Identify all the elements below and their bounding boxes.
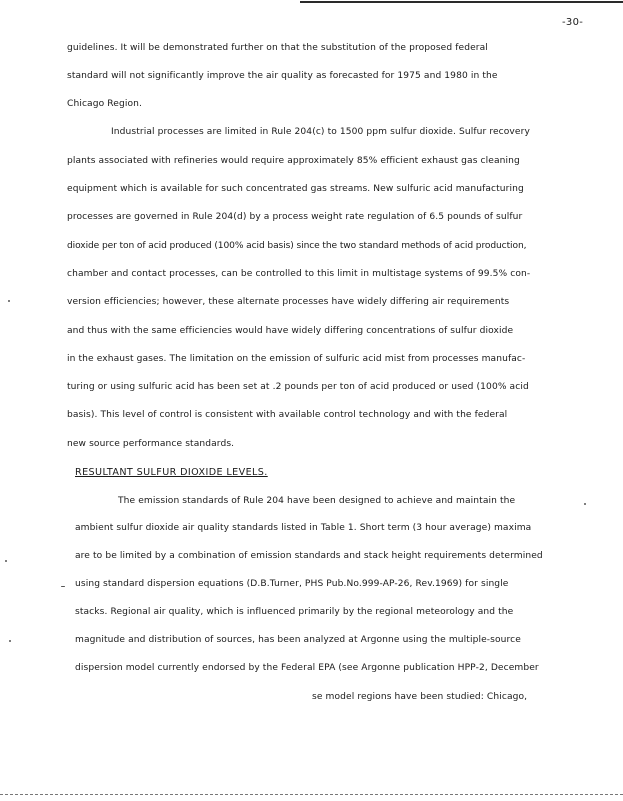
scan-speck xyxy=(61,586,65,587)
text-line: magnitude and distribution of sources, has been analyzed at Argonne using the multiple-source xyxy=(75,635,521,645)
text-line: ambient sulfur dioxide air quality standards listed in Table 1. Short term (3 hour average) maxima xyxy=(75,523,532,533)
text-line: The emission standards of Rule 204 have been designed to achieve and maintain the xyxy=(118,496,516,506)
text-line: turing or using sulfuric acid has been set at .2 pounds per ton of acid produced or used (100% acid xyxy=(67,382,529,392)
text-line: guidelines. It will be demonstrated further on that the substitution of the proposed federal xyxy=(67,43,488,53)
text-line: dioxide per ton of acid produced (100% acid basis) since the two standard methods of acid production, xyxy=(67,241,527,251)
scan-edge-top xyxy=(300,0,623,6)
text-line: are to be limited by a combination of emission standards and stack height requirements determined xyxy=(75,551,543,561)
text-line: basis). This level of control is consistent with available control technology and with the federal xyxy=(67,410,508,420)
text-line: chamber and contact processes, can be controlled to this limit in multistage systems of 99.5% con- xyxy=(67,269,531,279)
text-line: Chicago Region. xyxy=(67,99,142,109)
text-line: new source performance standards. xyxy=(67,439,235,449)
scan-speck xyxy=(9,640,11,642)
scan-speck xyxy=(584,503,586,505)
text-line: processes are governed in Rule 204(d) by a process weight rate regulation of 6.5 pounds of sulfur xyxy=(67,212,523,222)
page-number: -30- xyxy=(562,17,584,28)
text-line: dispersion model currently endorsed by the Federal EPA (see Argonne publication HPP-2, December xyxy=(75,663,539,673)
text-line: in the exhaust gases. The limitation on the emission of sulfuric acid mist from processes manufac- xyxy=(67,354,526,364)
text-line: stacks. Regional air quality, which is influenced primarily by the regional meteorology and the xyxy=(75,607,514,617)
section-heading: RESULTANT SULFUR DIOXIDE LEVELS. xyxy=(75,467,268,478)
text-line: equipment which is available for such concentrated gas streams. New sulfuric acid manufacturing xyxy=(67,184,524,194)
text-line: version efficiencies; however, these alternate processes have widely differing air requirements xyxy=(67,297,510,307)
scan-speck xyxy=(8,300,10,302)
scan-speck xyxy=(5,560,7,562)
text-line: using standard dispersion equations (D.B.Turner, PHS Pub.No.999-AP-26, Rev.1969) for single xyxy=(75,579,509,589)
text-line: se model regions have been studied: Chicago, xyxy=(312,692,528,702)
text-line: Industrial processes are limited in Rule 204(c) to 1500 ppm sulfur dioxide. Sulfur recovery xyxy=(111,127,530,137)
text-line: and thus with the same efficiencies would have widely differing concentrations of sulfur dioxide xyxy=(67,326,514,336)
text-line: standard will not significantly improve the air quality as forecasted for 1975 and 1980 in the xyxy=(67,71,498,81)
text-line: plants associated with refineries would require approximately 85% efficient exhaust gas cleaning xyxy=(67,156,520,166)
